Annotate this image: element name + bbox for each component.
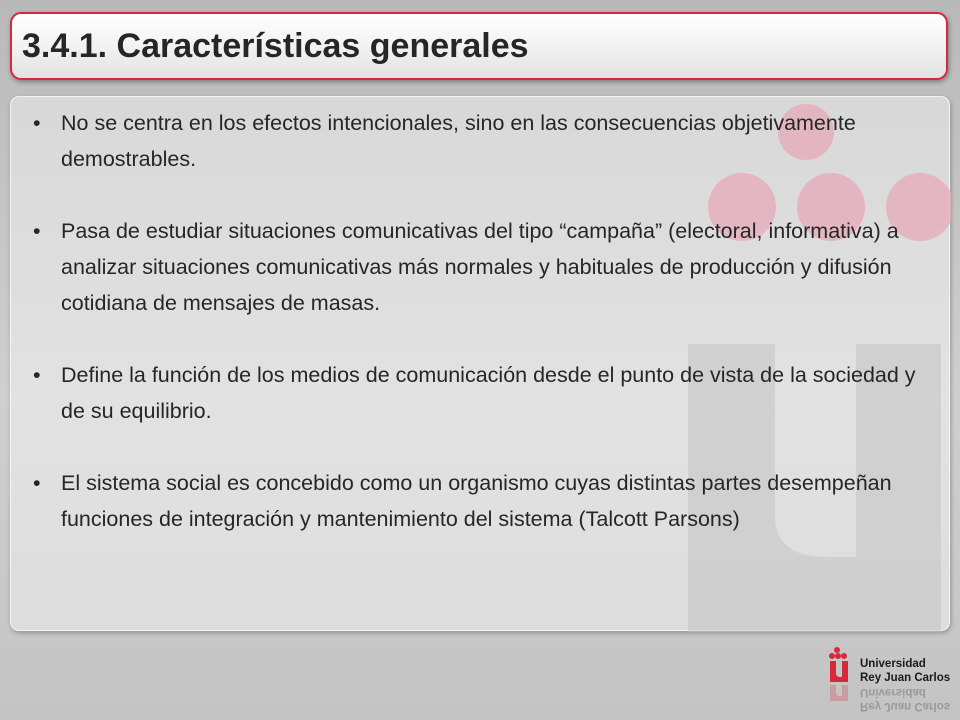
bullet-item bbox=[25, 357, 937, 429]
bullet-text: Define la función de los medios de comunicación desde el punto de vista de la sociedad y de su equilibrio. bbox=[61, 363, 916, 423]
bullet-list bbox=[25, 105, 937, 537]
logo-text bbox=[860, 657, 950, 685]
bullet-text: Pasa de estudiar situaciones comunicativas del tipo “campaña” (electoral, informativa) a analizar situaciones comunicativas más normales y habituales de producción y difusión cotidiana de mensajes de masas. bbox=[61, 219, 899, 315]
content-box bbox=[10, 96, 950, 631]
logo-reflection bbox=[860, 685, 950, 713]
bullet-text: El sistema social es concebido como un organismo cuyas distintas partes desempeñan funciones de integración y mantenimiento del sistema (Talcott Parsons) bbox=[61, 471, 892, 531]
logo-reflection-line-2: Rey Juan Carlos bbox=[860, 700, 951, 712]
logo-line-2: Rey Juan Carlos bbox=[860, 672, 951, 684]
slide-title-box bbox=[10, 12, 948, 80]
bullet-item bbox=[25, 465, 937, 537]
bullet-item bbox=[25, 105, 937, 177]
logo-line-1: Universidad bbox=[860, 658, 926, 670]
urjc-u-logo-icon bbox=[828, 645, 858, 717]
university-logo bbox=[828, 645, 951, 717]
slide-title: 3.4.1. Características generales bbox=[22, 27, 529, 65]
bullet-text: No se centra en los efectos intencionales, sino en las consecuencias objetivamente demostrables. bbox=[61, 111, 856, 171]
bullet-item bbox=[25, 213, 937, 321]
bullet-marker: • bbox=[33, 111, 41, 135]
bullet-marker: • bbox=[33, 219, 41, 243]
bullet-marker: • bbox=[33, 363, 41, 387]
bullet-marker: • bbox=[33, 471, 41, 495]
logo-reflection-line-1: Universidad bbox=[860, 686, 926, 698]
